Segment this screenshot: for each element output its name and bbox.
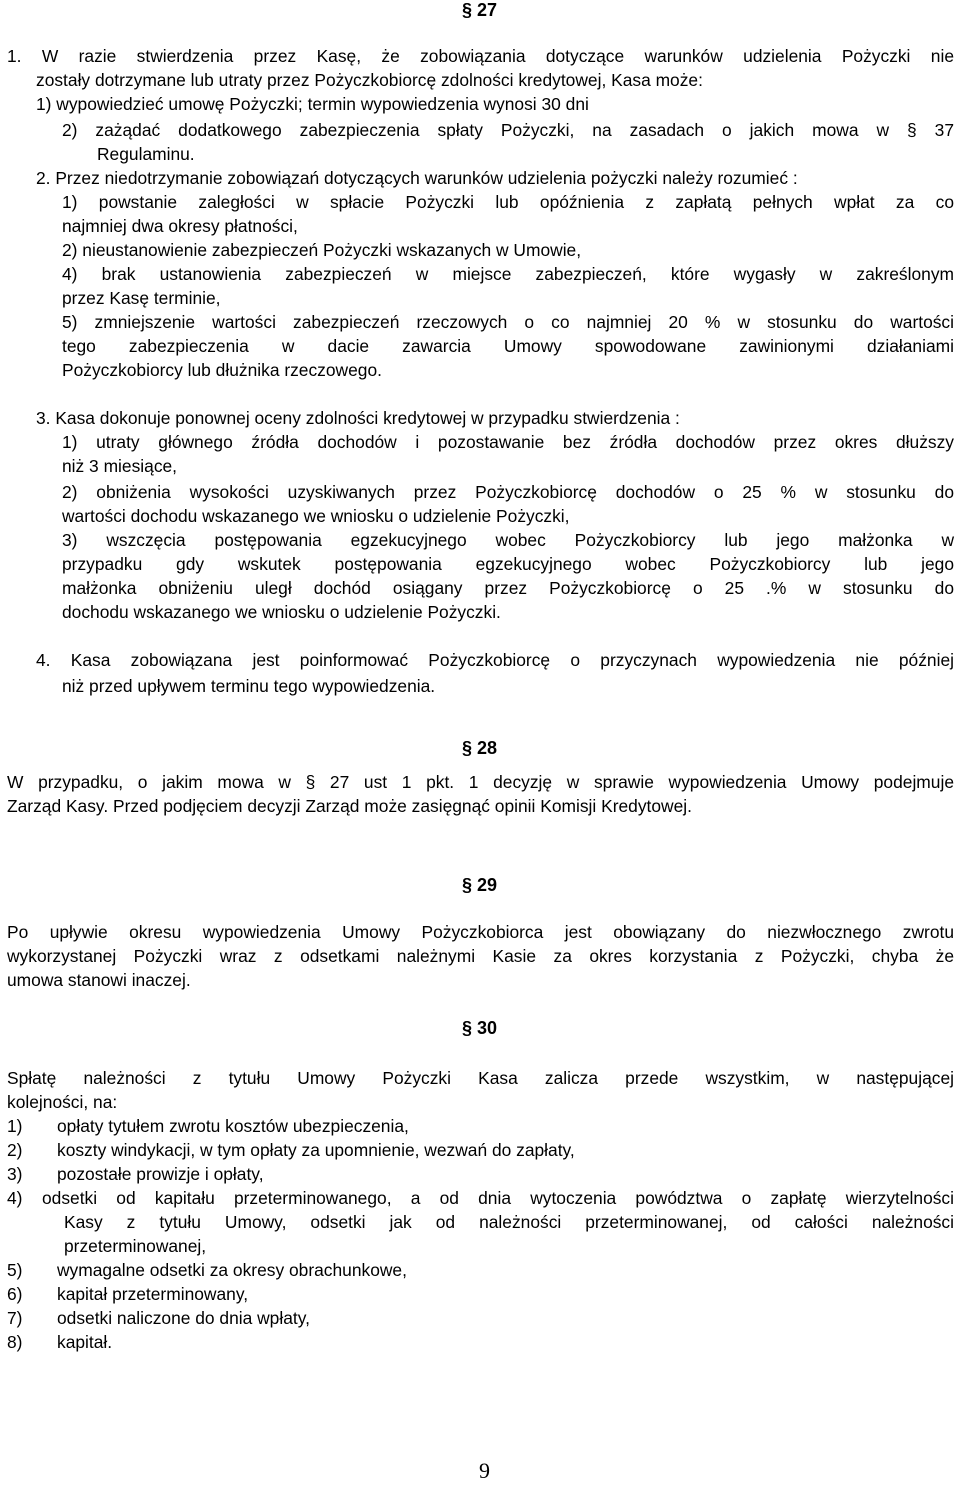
paragraph-30-intro-line: Spłatę należności z tytułu Umowy Pożyczki Kasa zalicza przede wszystkim, w następującej (7, 1068, 954, 1088)
paragraph-27-3-line: przypadku gdy wskutek postępowania egzekucyjnego wobec Pożyczkobiorcy lub jego (62, 554, 954, 574)
paragraph-27-3-line: wartości dochodu wskazanego we wniosku o udzielenie Pożyczki, (62, 506, 570, 526)
paragraph-27-2-line: 2) nieustanowienie zabezpieczeń Pożyczki wskazanych w Umowie, (62, 240, 582, 260)
paragraph-27-3-line: 3) wszczęcia postępowania egzekucyjnego wobec Pożyczkobiorcy lub jego małżonka w (62, 530, 954, 550)
paragraph-27-3-line: dochodu wskazanego we wniosku o udzielenie Pożyczki. (62, 602, 501, 622)
paragraph-27-4-line: 4. Kasa zobowiązana jest poinformować Pożyczkobiorcę o przyczynach wypowiedzenia nie później (36, 650, 954, 670)
list-item-number: 1) (7, 1116, 23, 1136)
list-item-continuation: Kasy z tytułu Umowy, odsetki jak od należności przeterminowanej, od całości należności (64, 1212, 954, 1232)
paragraph-27-3-line: 1) utraty głównego źródła dochodów i pozostawanie bez źródła dochodów przez okres dłuższy (62, 432, 954, 452)
section-heading-27: § 27 (462, 0, 498, 20)
paragraph-27-2-line: 1) powstanie zaległości w spłacie Pożyczki lub opóźnienia z zapłatą pełnych wpłat za co (62, 192, 954, 212)
section-heading-28: § 28 (462, 738, 498, 758)
list-item-continuation: przeterminowanej, (64, 1236, 207, 1256)
list-item-text: koszty windykacji, w tym opłaty za upomnienie, wezwań do zapłaty, (57, 1140, 575, 1160)
paragraph-27-3-line: małżonka obniżeniu uległ dochód osiągany przez Pożyczkobiorcę o 25 .% w stosunku do (62, 578, 954, 598)
paragraph-27-1-line: Regulaminu. (97, 144, 195, 164)
list-item-number: 5) (7, 1260, 23, 1280)
paragraph-27-1-line: zostały dotrzymane lub utraty przez Pożyczkobiorcę zdolności kredytowej, Kasa może: (36, 70, 703, 90)
paragraph-27-3-line: 2) obniżenia wysokości uzyskiwanych przez Pożyczkobiorcę dochodów o 25 % w stosunku do (62, 482, 954, 502)
section-heading-30: § 30 (462, 1018, 498, 1038)
list-item-number: 3) (7, 1164, 23, 1184)
list-item-text: odsetki naliczone do dnia wpłaty, (57, 1308, 310, 1328)
paragraph-27-2-line: 4) brak ustanowienia zabezpieczeń w miejsce zabezpieczeń, które wygasły w zakreślonym (62, 264, 954, 284)
list-item-text: kapitał przeterminowany, (57, 1284, 249, 1304)
paragraph-27-2-line: najmniej dwa okresy płatności, (62, 216, 298, 236)
list-item-number: 8) (7, 1332, 23, 1352)
paragraph-27-1-line: 1. W razie stwierdzenia przez Kasę, że zobowiązania dotyczące warunków udzielenia Pożyczki nie (7, 46, 954, 66)
list-item-number: 7) (7, 1308, 23, 1328)
list-item-text: wymagalne odsetki za okresy obrachunkowe, (57, 1260, 407, 1280)
list-item-text: opłaty tytułem zwrotu kosztów ubezpieczenia, (57, 1116, 409, 1136)
paragraph-27-1-line: 2) zażądać dodatkowego zabezpieczenia spłaty Pożyczki, na zasadach o jakich mowa w § 37 (62, 120, 954, 140)
paragraph-27-2-line: 2. Przez niedotrzymanie zobowiązań dotyczących warunków udzielenia pożyczki należy rozumieć : (36, 168, 798, 188)
list-item-number: 4) (7, 1188, 23, 1208)
list-item-text: kapitał. (57, 1332, 113, 1352)
page-number: 9 (479, 1458, 490, 1483)
paragraph-29-line: wykorzystanej Pożyczki wraz z odsetkami należnymi Kasie za okres korzystania z Pożyczki, chyba że (7, 946, 954, 966)
list-item-number: 2) (7, 1140, 23, 1160)
paragraph-29-line: Po upływie okresu wypowiedzenia Umowy Pożyczkobiorca jest obowiązany do niezwłocznego zwrotu (7, 922, 954, 942)
paragraph-27-2-line: Pożyczkobiorcy lub dłużnika rzeczowego. (62, 360, 382, 380)
list-item-number: 6) (7, 1284, 23, 1304)
paragraph-27-2-line: 5) zmniejszenie wartości zabezpieczeń rzeczowych o co najmniej 20 % w stosunku do wartości (62, 312, 954, 332)
paragraph-27-3-line: 3. Kasa dokonuje ponownej oceny zdolności kredytowej w przypadku stwierdzenia : (36, 408, 680, 428)
paragraph-28-line: Zarząd Kasy. Przed podjęciem decyzji Zarząd może zasięgnąć opinii Komisji Kredytowej. (7, 796, 692, 816)
paragraph-29-line: umowa stanowi inaczej. (7, 970, 191, 990)
list-item-text: odsetki od kapitału przeterminowanego, a od dnia wytoczenia powództwa o zapłatę wierzytelności (42, 1188, 954, 1208)
section-heading-29: § 29 (462, 875, 498, 895)
paragraph-27-2-line: przez Kasę terminie, (62, 288, 221, 308)
paragraph-27-4-line: niż przed upływem terminu tego wypowiedzenia. (62, 676, 436, 696)
paragraph-27-2-line: tego zabezpieczenia w dacie zawarcia Umowy spowodowane zawinionymi działaniami (62, 336, 954, 356)
paragraph-30-intro-line: kolejności, na: (7, 1092, 118, 1112)
paragraph-27-3-line: niż 3 miesiące, (62, 456, 178, 476)
paragraph-27-1-line: 1) wypowiedzieć umowę Pożyczki; termin wypowiedzenia wynosi 30 dni (36, 94, 589, 114)
paragraph-28-line: W przypadku, o jakim mowa w § 27 ust 1 pkt. 1 decyzję w sprawie wypowiedzenia Umowy podejmuje (7, 772, 954, 792)
list-item-text: pozostałe prowizje i opłaty, (57, 1164, 264, 1184)
